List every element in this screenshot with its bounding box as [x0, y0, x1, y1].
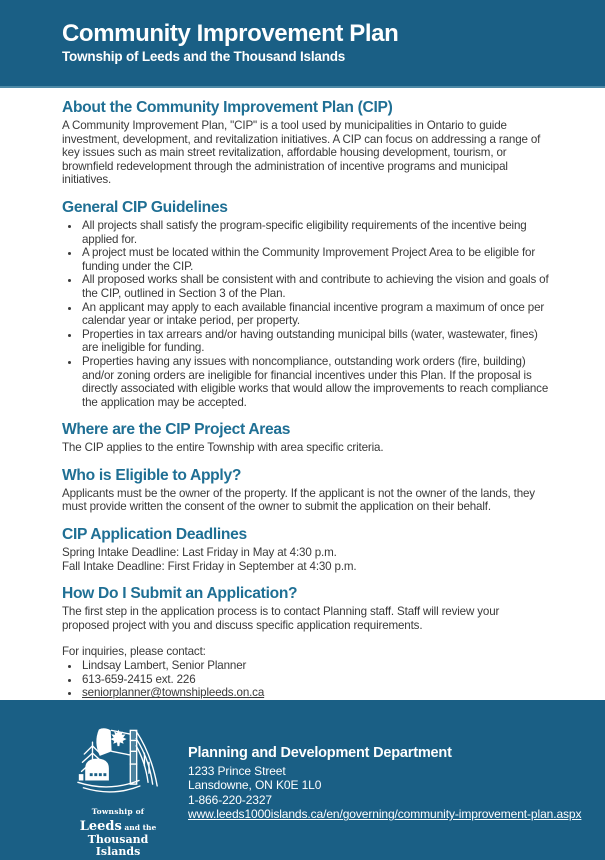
section-paragraph: The CIP applies to the entire Township with area specific criteria. — [62, 441, 384, 455]
section-guidelines — [62, 199, 549, 409]
page-subtitle: Township of Leeds and the Thousand Islands — [62, 49, 346, 64]
contact-name: • Lindsay Lambert, Senior Planner — [81, 659, 549, 673]
list-item: • All projects shall satisfy the program-specific eligibility requirements of the incentive being applied for. — [81, 219, 549, 246]
list-item: • All proposed works shall be consistent with and contribute to achieving the vision and goals of the CIP, outlined in Section 3 of the Plan. — [81, 273, 549, 300]
list-item: • A project must be located within the Community Improvement Project Area to be eligible for funding under the CIP. — [81, 246, 549, 273]
contact-intro: For inquiries, please contact: — [62, 645, 206, 659]
logo-caption-line1: Township of — [91, 806, 145, 816]
section-eligibility — [62, 467, 549, 514]
contact-email-link[interactable]: seniorplanner@townshipleeds.on.ca — [82, 686, 265, 700]
section-paragraph: The first step in the application process is to contact Planning staff. Staff will review your proposed project with you and discuss specific application requirements. — [62, 605, 500, 632]
footer-phone: 1-866-220-2327 — [188, 792, 273, 807]
section-submit — [62, 585, 549, 700]
section-heading-guidelines: General CIP Guidelines — [62, 198, 228, 216]
section-paragraph: A Community Improvement Plan, "CIP" is a tool used by municipalities in Ontario to guide investment, development, and revitalization initiatives. A CIP can focus on addressing a range of key issues such as main street revitalization, affordable housing development, tourism, or brownfield redevelopment through the administration of incentive programs and municipal initiatives. — [62, 119, 541, 187]
section-heading-about: About the Community Improvement Plan (CIP) — [62, 99, 393, 116]
list-item: • Properties in tax arrears and/or having outstanding municipal bills (water, wastewater, fines) are ineligible for funding. — [81, 328, 549, 355]
list-item: • Properties having any issues with noncompliance, outstanding work orders (fire, building) and/or zoning orders are ineligible for financial incentives under this Plan. If the proposal is directly associated with eligible works that would allow the improvements to reach compliance the application may be accepted. — [81, 355, 549, 409]
deadline-spring: Spring Intake Deadline: Last Friday in May at 4:30 p.m. — [62, 546, 337, 560]
document-body — [0, 88, 605, 700]
list-item: • An applicant may apply to each available financial incentive program a maximum of once per calendar year or intake period, per property. — [81, 301, 549, 328]
section-heading-project-areas: Where are the CIP Project Areas — [62, 421, 291, 439]
footer-address-street: 1233 Prince Street — [188, 763, 286, 778]
footer-address-city: Lansdowne, ON K0E 1L0 — [188, 778, 322, 793]
contact-list — [62, 659, 549, 700]
footer-department: Planning and Development Department — [188, 744, 452, 761]
footer-url-link[interactable]: www.leeds1000islands.ca/en/governing/community-improvement-plan.aspx — [188, 807, 582, 822]
contact-phone: • 613-659-2415 ext. 226 — [81, 673, 549, 687]
section-heading-submit: How Do I Submit an Application? — [62, 585, 298, 603]
header-banner — [0, 0, 605, 88]
township-logo-caption — [66, 808, 170, 858]
footer-contact-block — [188, 745, 581, 822]
logo-caption-line2: Leeds and the — [79, 818, 157, 834]
township-crest-icon — [72, 724, 164, 806]
page-title: Community Improvement Plan — [62, 20, 399, 47]
deadline-fall: Fall Intake Deadline: First Friday in September at 4:30 p.m. — [62, 559, 357, 573]
section-deadlines — [62, 526, 549, 573]
guidelines-list — [62, 219, 549, 409]
logo-caption-line3: Thousand Islands — [87, 832, 149, 858]
section-project-areas — [62, 421, 549, 455]
footer-banner — [0, 700, 605, 860]
township-logo — [66, 724, 170, 858]
section-heading-eligibility: Who is Eligible to Apply? — [62, 466, 242, 484]
section-about — [62, 99, 549, 187]
section-heading-deadlines: CIP Application Deadlines — [62, 526, 247, 544]
list-item — [81, 686, 549, 700]
section-paragraph: Applicants must be the owner of the property. If the applicant is not the owner of the lands, they must provide written the consent of the owner to submit the application on their behalf. — [62, 486, 535, 514]
